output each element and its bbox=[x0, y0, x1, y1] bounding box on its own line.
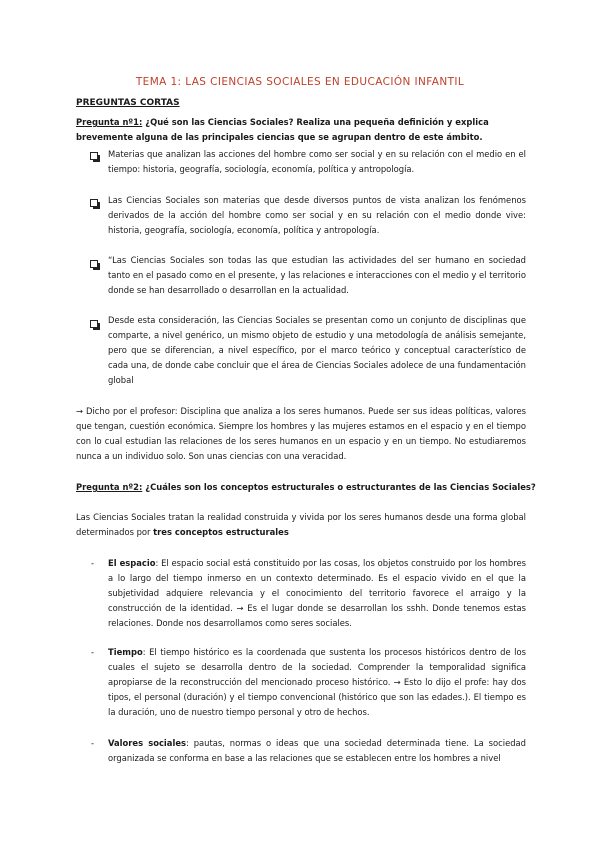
question-2-text: ¿Cuáles son los conceptos estructurales o estructurantes de las Ciencias Sociales? bbox=[142, 482, 536, 492]
q2-intro bbox=[76, 510, 526, 540]
question-2 bbox=[76, 480, 536, 495]
question-1-text: ¿Qué son las Ciencias Sociales? Realiza una pequeña definición y explica brevemente alguna de las principales ciencias que se agrupan dentro de este ámbito. bbox=[76, 117, 489, 142]
concept-text: : pautas, normas o ideas que una sociedad determinada tiene. La sociedad organizada se conforma en base a las relaciones que se establecen entre los hombres a nivel bbox=[108, 738, 526, 763]
q1-bullet-4: Desde esta consideración, las Ciencias Sociales se presentan como un conjunto de disciplinas que comparte, a nivel genérico, un mismo objeto de estudio y una metodología de análisis semejante, pero que se diferencian, a nivel específico, por el marco teórico y conceptual característico de cada una, de donde cabe concluir que el área de Ciencias Sociales adolece de una fundamentación global bbox=[108, 315, 526, 385]
concept-term: Valores sociales bbox=[108, 738, 186, 748]
q2-intro-text: Las Ciencias Sociales tratan la realidad construida y vivida por los seres humanos desde una forma global determinados por bbox=[76, 512, 526, 537]
checkbox-bullet-icon bbox=[90, 260, 98, 268]
concept-tiempo bbox=[108, 645, 526, 720]
concept-text: : El espacio social está constituido por las cosas, los objetos construido por los hombres a lo largo del tiempo inmerso en un contexto determinado. Es el espacio vivido en el que la subjetividad adquiere relevancia y el conocimiento del territorio favorece el arraigo y la construcción de la identidad. → Es el lugar donde se desarrollan los sshh. Donde tenemos estas relaciones. Donde nos desarrollamos como seres sociales. bbox=[108, 558, 526, 628]
question-1-label: Pregunta nº1: bbox=[76, 117, 143, 127]
concept-espacio bbox=[108, 556, 526, 631]
dash-bullet-icon: - bbox=[91, 558, 95, 568]
concept-text: : El tiempo histórico es la coordenada que sustenta los procesos históricos dentro de los cuales el sujeto se desarrolla dentro de la sociedad. Comprender la temporalidad significa apropiarse de la reconstrucción del mencionado proceso histórico. → Esto lo dijo el profe: hay dos tipos, el personal (duración) y el tiempo convencional (histórico que son las edades.). El tiempo es la duración, uno de nuestro tiempo personal y otro de hechos. bbox=[108, 647, 526, 717]
checkbox-bullet-icon bbox=[90, 320, 98, 328]
question-1 bbox=[76, 115, 526, 145]
q2-intro-bold: tres conceptos estructurales bbox=[153, 527, 289, 537]
dash-bullet-icon: - bbox=[91, 738, 95, 748]
q1-bullet-2: Las Ciencias Sociales son materias que desde diversos puntos de vista analizan los fenómenos derivados de la acción del hombre como ser social y en su relación con el medio donde vive: historia, geografía, sociología, economía, política y antropología. bbox=[108, 195, 526, 235]
dash-bullet-icon: - bbox=[91, 647, 95, 657]
q1-bullet-1: Materias que analizan las acciones del hombre como ser social y en su relación con el medio en el tiempo: historia, geografía, sociología, economía, política y antropología. bbox=[108, 149, 526, 174]
question-2-label: Pregunta nº2: bbox=[76, 482, 143, 492]
section-heading: PREGUNTAS CORTAS bbox=[76, 98, 180, 108]
professor-note: → Dicho por el profesor: Disciplina que analiza a los seres humanos. Puede ser sus ideas políticas, valores que tengan, cuestión económica. Siempre los hombres y las mujeres estamos en el espacio y en el tiempo con lo cual estudian las relaciones de los seres humanos en un espacio y en un tiempo. No estudiaremos nunca a un individuo solo. Son unas ciencias con una veracidad. bbox=[76, 406, 526, 461]
page-title: TEMA 1: LAS CIENCIAS SOCIALES EN EDUCACIÓN INFANTIL bbox=[135, 76, 465, 88]
checkbox-bullet-icon bbox=[90, 199, 98, 207]
concept-valores bbox=[108, 736, 526, 766]
checkbox-bullet-icon bbox=[90, 152, 98, 160]
concept-term: El espacio bbox=[108, 558, 156, 568]
concept-term: Tiempo bbox=[108, 647, 143, 657]
q1-bullet-3: “Las Ciencias Sociales son todas las que estudian las actividades del ser humano en sociedad tanto en el pasado como en el presente, y las relaciones e interacciones con el medio y el territorio donde se han desarrollado o desarrollan en la actualidad. bbox=[108, 255, 526, 295]
